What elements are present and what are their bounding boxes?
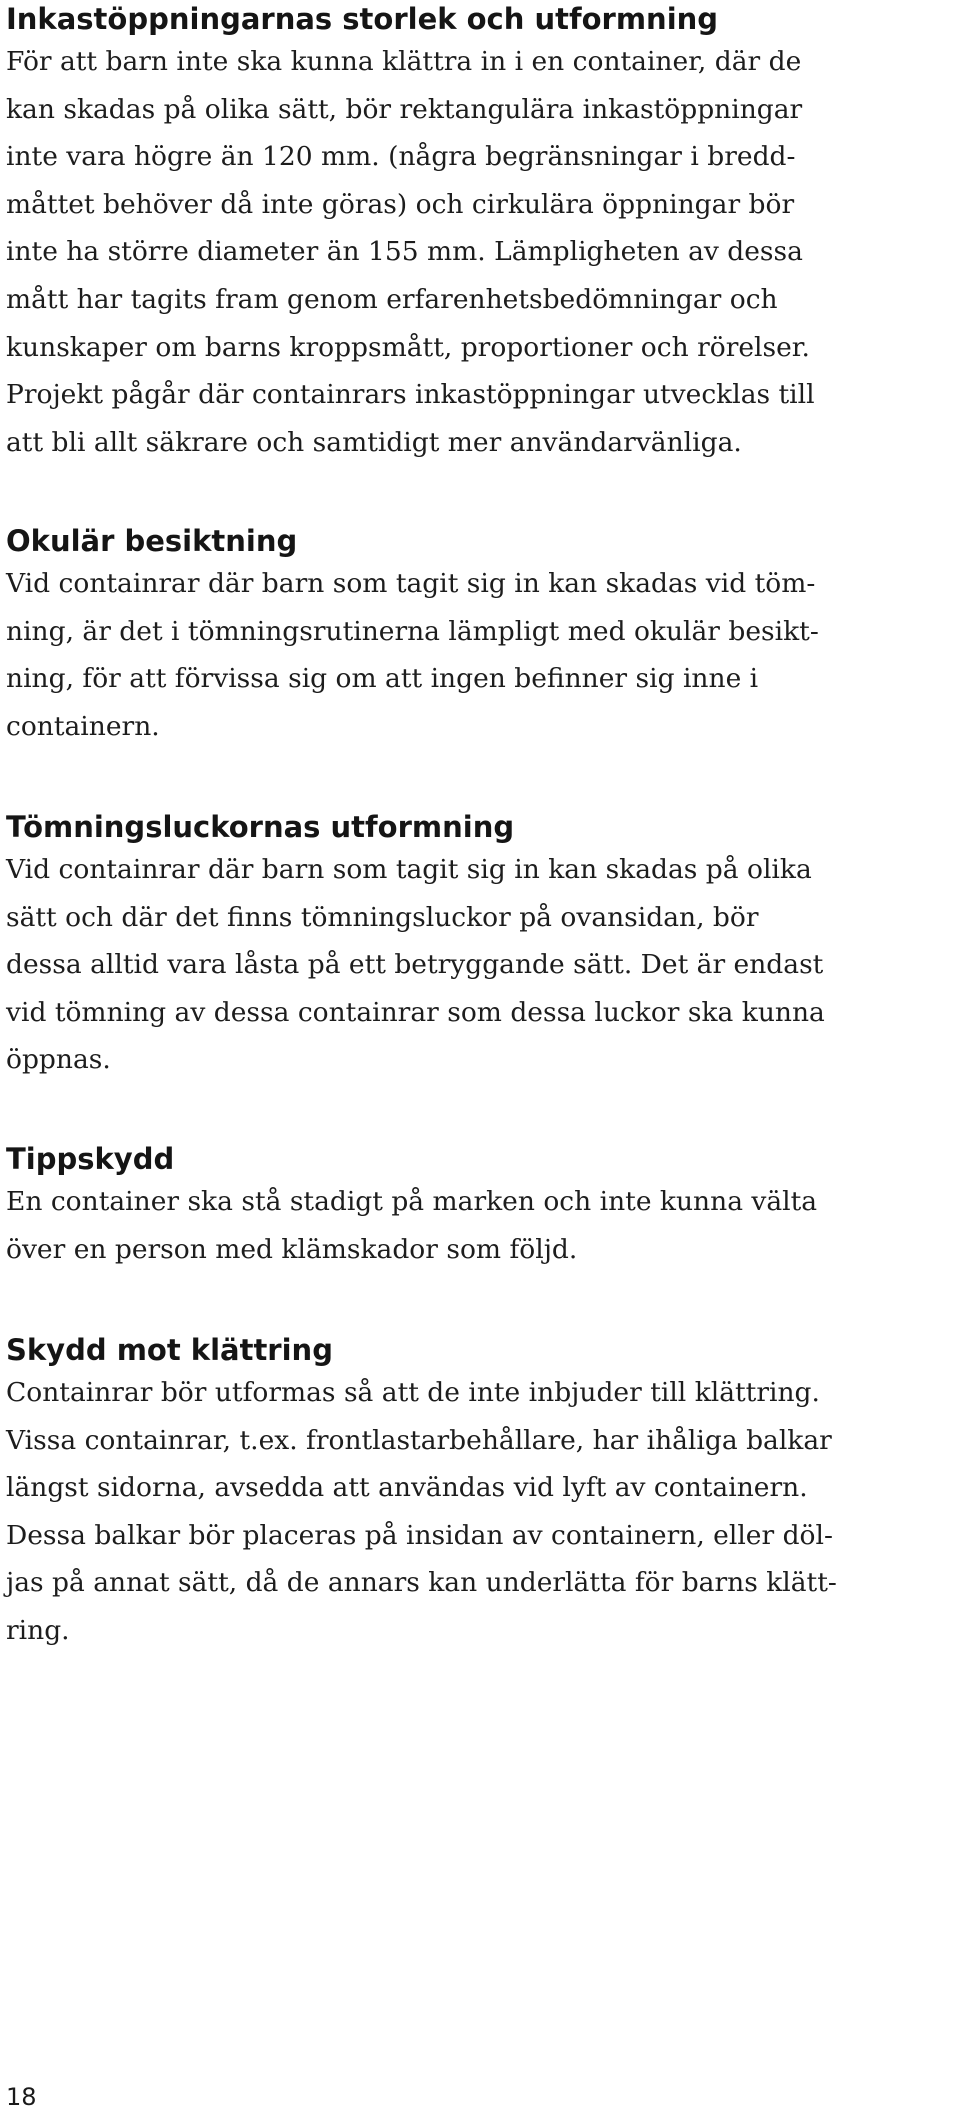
text-line: längst sidorna, avsedda att användas vid lyft av containern.	[6, 1472, 808, 1504]
section-tomningsluckor	[6, 808, 825, 1084]
text-line: måttet behöver då inte göras) och cirkulära öppningar bör	[6, 188, 795, 220]
section-heading: Okulär besiktning	[6, 524, 298, 558]
text-line: inte vara högre än 120 mm. (några begränsningar i bredd-	[6, 141, 796, 173]
section-heading: Tippskydd	[6, 1142, 175, 1176]
text-line: ning, är det i tömningsrutinerna lämpligt med okulär besikt-	[6, 615, 819, 647]
section-okular-besiktning	[6, 522, 819, 750]
section-skydd-mot-klattring	[6, 1331, 837, 1655]
text-line: dessa alltid vara låsta på ett betryggande sätt. Det är endast	[6, 949, 824, 981]
section-paragraph	[6, 560, 819, 750]
section-paragraph	[6, 38, 815, 466]
section-heading: Tömningsluckornas utformning	[6, 810, 515, 844]
text-line: Vid containrar där barn som tagit sig in kan skadas på olika	[6, 854, 812, 885]
text-line: För att barn inte ska kunna klättra in i en container, där de	[6, 46, 802, 77]
text-line: Vissa containrar, t.ex. frontlastarbehållare, har ihåliga balkar	[6, 1424, 832, 1456]
text-line: att bli allt säkrare och samtidigt mer användarvänliga.	[6, 426, 742, 458]
section-paragraph	[6, 1369, 837, 1655]
text-line: sätt och där det finns tömningsluckor på ovansidan, bör	[6, 901, 759, 933]
text-line: ning, för att förvissa sig om att ingen befinner sig inne i	[6, 663, 759, 695]
text-line: ring.	[6, 1614, 70, 1646]
text-line: Dessa balkar bör placeras på insidan av containern, eller döl-	[6, 1519, 833, 1551]
text-line: kunskaper om barns kroppsmått, proportioner och rörelser.	[6, 331, 810, 363]
text-line: över en person med klämskador som följd.	[6, 1233, 578, 1265]
text-line: kan skadas på olika sätt, bör rektangulära inkastöppningar	[6, 93, 803, 125]
text-line: Containrar bör utformas så att de inte inbjuder till klättring.	[6, 1377, 820, 1408]
text-line: inte ha större diameter än 155 mm. Lämpligheten av dessa	[6, 236, 803, 268]
text-line: Vid containrar där barn som tagit sig in kan skadas vid töm-	[6, 568, 816, 599]
text-line: En container ska stå stadigt på marken och inte kunna välta	[6, 1186, 818, 1217]
text-line: mått har tagits fram genom erfarenhetsbedömningar och	[6, 283, 778, 315]
section-inkastoppningar	[6, 0, 815, 466]
text-line: öppnas.	[6, 1044, 111, 1076]
text-line: containern.	[6, 710, 160, 742]
section-heading: Inkastöppningarnas storlek och utformning	[6, 2, 719, 36]
text-line: vid tömning av dessa containrar som dessa luckor ska kunna	[6, 996, 825, 1028]
section-tippskydd	[6, 1140, 817, 1273]
section-paragraph	[6, 846, 825, 1084]
section-paragraph	[6, 1178, 817, 1273]
section-heading: Skydd mot klättring	[6, 1333, 333, 1367]
text-line: jas på annat sätt, då de annars kan underlätta för barns klätt-	[6, 1567, 837, 1599]
text-line: Projekt pågår där containrars inkastöppningar utvecklas till	[6, 379, 815, 411]
page-number: 18	[6, 2083, 37, 2111]
